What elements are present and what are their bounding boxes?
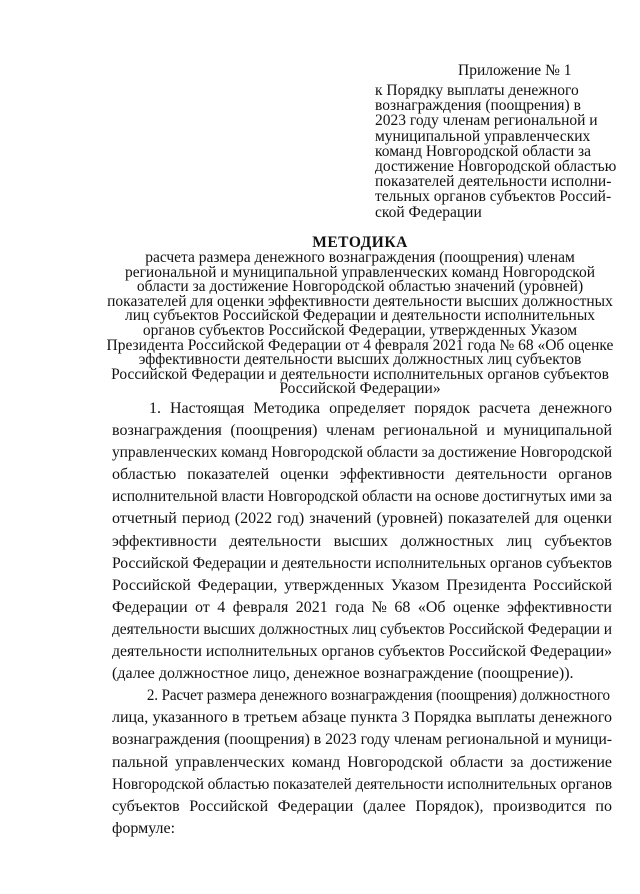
- body-line: 2. Расчет размера денежного вознаграждения (поощрения) должностного: [146, 687, 610, 705]
- body-line: областью показателей оценки эффективности деятельности органов: [112, 466, 613, 484]
- subtitle-line: показателей для оценки эффективности деятельности высших должностных: [107, 292, 613, 310]
- body-line: отчетный период (2022 год) значений (уровней) показателей для оценки: [112, 510, 612, 528]
- body-line: (далее должностное лицо, денежное вознаграждение (поощрение)).: [112, 665, 574, 683]
- appendix-line: команд Новгородской области за: [375, 142, 591, 160]
- body-line: 1. Настоящая Методика определяет порядок расчета денежного: [149, 400, 613, 417]
- appendix-line: показателей деятельности исполни-: [375, 173, 612, 191]
- appendix-line: достижение Новгородской областью: [375, 158, 617, 176]
- document-body: [112, 398, 612, 840]
- appendix-title: Приложение № 1: [458, 62, 572, 79]
- appendix-line: муниципальной управленческих: [375, 127, 591, 145]
- body-line: лица, указанного в третьем абзаце пункта 3 Порядка выплаты денежного: [112, 709, 613, 727]
- appendix-line: ской Федерации: [375, 203, 482, 221]
- body-line: вознаграждения (поощрения) в 2023 году членам региональной и муници-: [112, 731, 613, 749]
- appendix-line: тельных органов субъектов Россий-: [375, 188, 612, 206]
- body-line: пальной управленческих команд Новгородской области за достижение: [112, 753, 612, 771]
- subtitle-line: Президента Российской Федерации от 4 февраля 2021 года № 68 «Об оценке: [106, 336, 614, 354]
- subtitle-line: эффективности деятельности высших должностных лиц субъектов: [138, 351, 582, 369]
- appendix-line: 2023 году членам региональной и: [375, 112, 598, 130]
- appendix-reference: [375, 83, 615, 220]
- appendix-line: к Порядку выплаты денежного: [375, 82, 579, 99]
- subtitle-line: органов субъектов Российской Федерации, утвержденных Указом: [142, 321, 578, 339]
- body-line: деятельности высших должностных лиц субъектов Российской Федерации и: [112, 620, 612, 638]
- subtitle-line: расчета размера денежного вознаграждения (поощрения) членам: [145, 249, 575, 266]
- subtitle-line: Российской Федерации»: [279, 380, 441, 398]
- document-subtitle: [104, 251, 616, 397]
- subtitle-line: лиц субъектов Российской Федерации и деятельности исполнительных: [124, 307, 596, 325]
- body-line: Российской Федерации и деятельности исполнительных органов субъектов: [112, 554, 613, 572]
- subtitle-line: области за достижение Новгородской областью значений (уровней): [136, 278, 584, 296]
- body-line: Новгородской областью показателей деятельности исполнительных органов: [112, 775, 613, 793]
- body-line: вознаграждения (поощрения) членам региональной и муниципальной: [112, 422, 613, 440]
- body-line: управленческих команд Новгородской области за достижение Новгородской: [112, 444, 612, 462]
- subtitle-line: региональной и муниципальной управленческих команд Новгородской: [124, 263, 596, 281]
- subtitle-line: Российской Федерации и деятельности исполнительных органов субъектов: [111, 365, 609, 383]
- body-line: Федерации от 4 февраля 2021 года № 68 «Об оценке эффективности: [112, 598, 612, 616]
- document-title: МЕТОДИКА: [312, 234, 408, 251]
- appendix-line: вознаграждения (поощрения) в: [375, 97, 581, 115]
- body-line: субъектов Российской Федерации (далее Порядок), производится по: [112, 797, 612, 815]
- body-line: деятельности исполнительных органов субъектов Российской Федерации»: [112, 643, 612, 661]
- body-line: эффективности деятельности высших должностных лиц субъектов: [112, 532, 612, 550]
- body-line: исполнительной власти Новгородской области на основе достигнутых ими за: [112, 488, 613, 506]
- body-line: Российской Федерации, утвержденных Указом Президента Российской: [112, 576, 613, 594]
- body-line: формуле:: [112, 819, 176, 837]
